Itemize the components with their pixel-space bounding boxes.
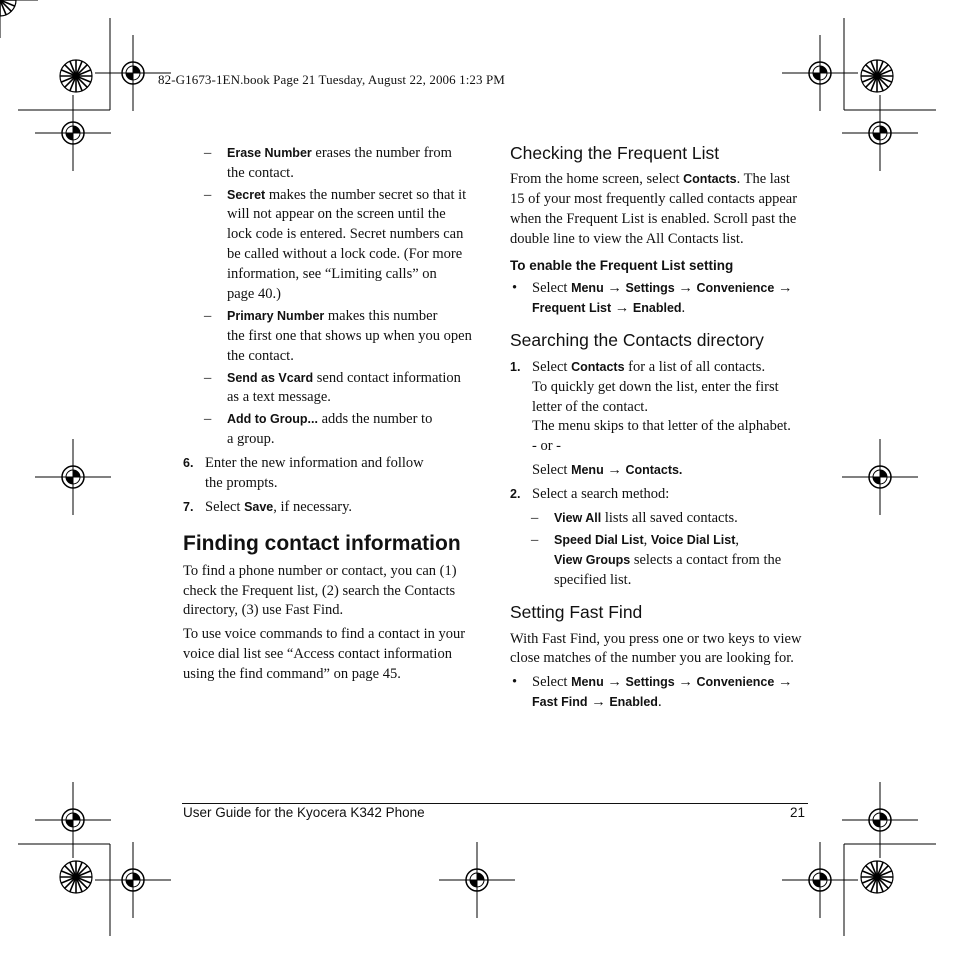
- step-text: - or -: [532, 438, 561, 454]
- starburst-target-icon: [0, 0, 16, 16]
- step-text: The menu skips to that letter of the alphabet.: [532, 418, 791, 434]
- paragraph-line: To use voice commands to find a contact in your: [183, 626, 466, 642]
- option-view-groups: View Groups selects a contact from the: [554, 552, 782, 568]
- paragraph-line: double line to view the All Contacts list.: [510, 231, 744, 247]
- dash-marker: –: [204, 145, 212, 161]
- paragraph-line: close matches of the number you are looking for.: [510, 650, 794, 666]
- step-text: To quickly get down the list, enter the first: [532, 379, 779, 395]
- text-line: be called without a lock code. (For more: [227, 246, 463, 262]
- text-line: the contact.: [227, 165, 294, 181]
- text-line: page 40.): [227, 286, 281, 302]
- paragraph-line: check the Frequent list, (2) search the Contacts: [183, 583, 456, 599]
- step-text: the prompts.: [205, 475, 278, 491]
- paragraph-line: using the find command” on page 45.: [183, 666, 401, 682]
- step-number: 7.: [183, 500, 194, 514]
- option-primary-number: Primary Number makes this number: [227, 308, 438, 324]
- paragraph-line: when the Frequent List is enabled. Scroll past the: [510, 211, 797, 227]
- option-dial-lists: Speed Dial List, Voice Dial List,: [554, 532, 739, 548]
- step-number: 6.: [183, 456, 194, 470]
- print-header: 82-G1673-1EN.book Page 21 Tuesday, August 22, 2006 1:23 PM: [158, 72, 505, 87]
- footer-rule: [182, 803, 808, 804]
- page-number: 21: [790, 805, 806, 820]
- bullet-marker: •: [512, 280, 518, 296]
- step-text: Select a search method:: [532, 486, 670, 502]
- step-text: letter of the contact.: [532, 399, 648, 415]
- menu-path: Select Menu → Settings → Convenience →: [532, 674, 793, 690]
- section-heading-searching: Searching the Contacts directory: [510, 330, 764, 350]
- text-line: the contact.: [227, 348, 294, 364]
- option-send-as-vcard: Send as Vcard send contact information: [227, 370, 461, 386]
- subheading-enable-frequent: To enable the Frequent List setting: [510, 258, 734, 273]
- paragraph-line: 15 of your most frequently called contacts appear: [510, 191, 798, 207]
- text-line: the first one that shows up when you open: [227, 328, 472, 344]
- bullet-marker: •: [512, 674, 518, 690]
- paragraph-line: directory, (3) use Fast Find.: [183, 602, 344, 618]
- text-line: specified list.: [554, 572, 632, 588]
- option-view-all: View All lists all saved contacts.: [554, 510, 738, 526]
- step-text: Enter the new information and follow: [205, 455, 424, 471]
- paragraph-line: With Fast Find, you press one or two keys to view: [510, 631, 802, 647]
- dash-marker: –: [204, 308, 212, 324]
- step-text: Select Save, if necessary.: [205, 499, 353, 515]
- step-number: 1.: [510, 360, 521, 374]
- dash-marker: –: [204, 187, 212, 203]
- text-line: as a text message.: [227, 389, 331, 405]
- menu-path: Select Menu → Settings → Convenience →: [532, 280, 793, 296]
- section-heading-fast-find: Setting Fast Find: [510, 602, 643, 622]
- dash-marker: –: [531, 510, 539, 526]
- footer-title: User Guide for the Kyocera K342 Phone: [183, 805, 425, 820]
- option-add-to-group: Add to Group... adds the number to: [227, 411, 433, 427]
- paragraph-line: To find a phone number or contact, you can (1): [183, 563, 457, 579]
- step-text: Select Contacts for a list of all contacts.: [532, 359, 766, 375]
- step-number: 2.: [510, 487, 521, 501]
- paragraph-line: From the home screen, select Contacts. The last: [510, 171, 790, 187]
- text-line: a group.: [227, 431, 275, 447]
- menu-path: Select Menu → Contacts.: [532, 462, 683, 478]
- menu-path: Frequent List → Enabled.: [532, 300, 686, 316]
- option-erase-number: Erase Number erases the number from: [227, 145, 452, 161]
- section-heading-frequent-list: Checking the Frequent List: [510, 143, 720, 163]
- dash-marker: –: [204, 370, 212, 386]
- option-secret: Secret makes the number secret so that it: [227, 187, 467, 203]
- text-line: will not appear on the screen until the: [227, 206, 446, 222]
- dash-marker: –: [531, 532, 539, 548]
- paragraph-line: voice dial list see “Access contact information: [183, 646, 452, 662]
- text-line: information, see “Limiting calls” on: [227, 266, 437, 282]
- menu-path: Fast Find → Enabled.: [532, 694, 662, 710]
- dash-marker: –: [204, 411, 212, 427]
- text-line: lock code is entered. Secret numbers can: [227, 226, 464, 242]
- section-heading-finding-contact: Finding contact information: [183, 532, 461, 555]
